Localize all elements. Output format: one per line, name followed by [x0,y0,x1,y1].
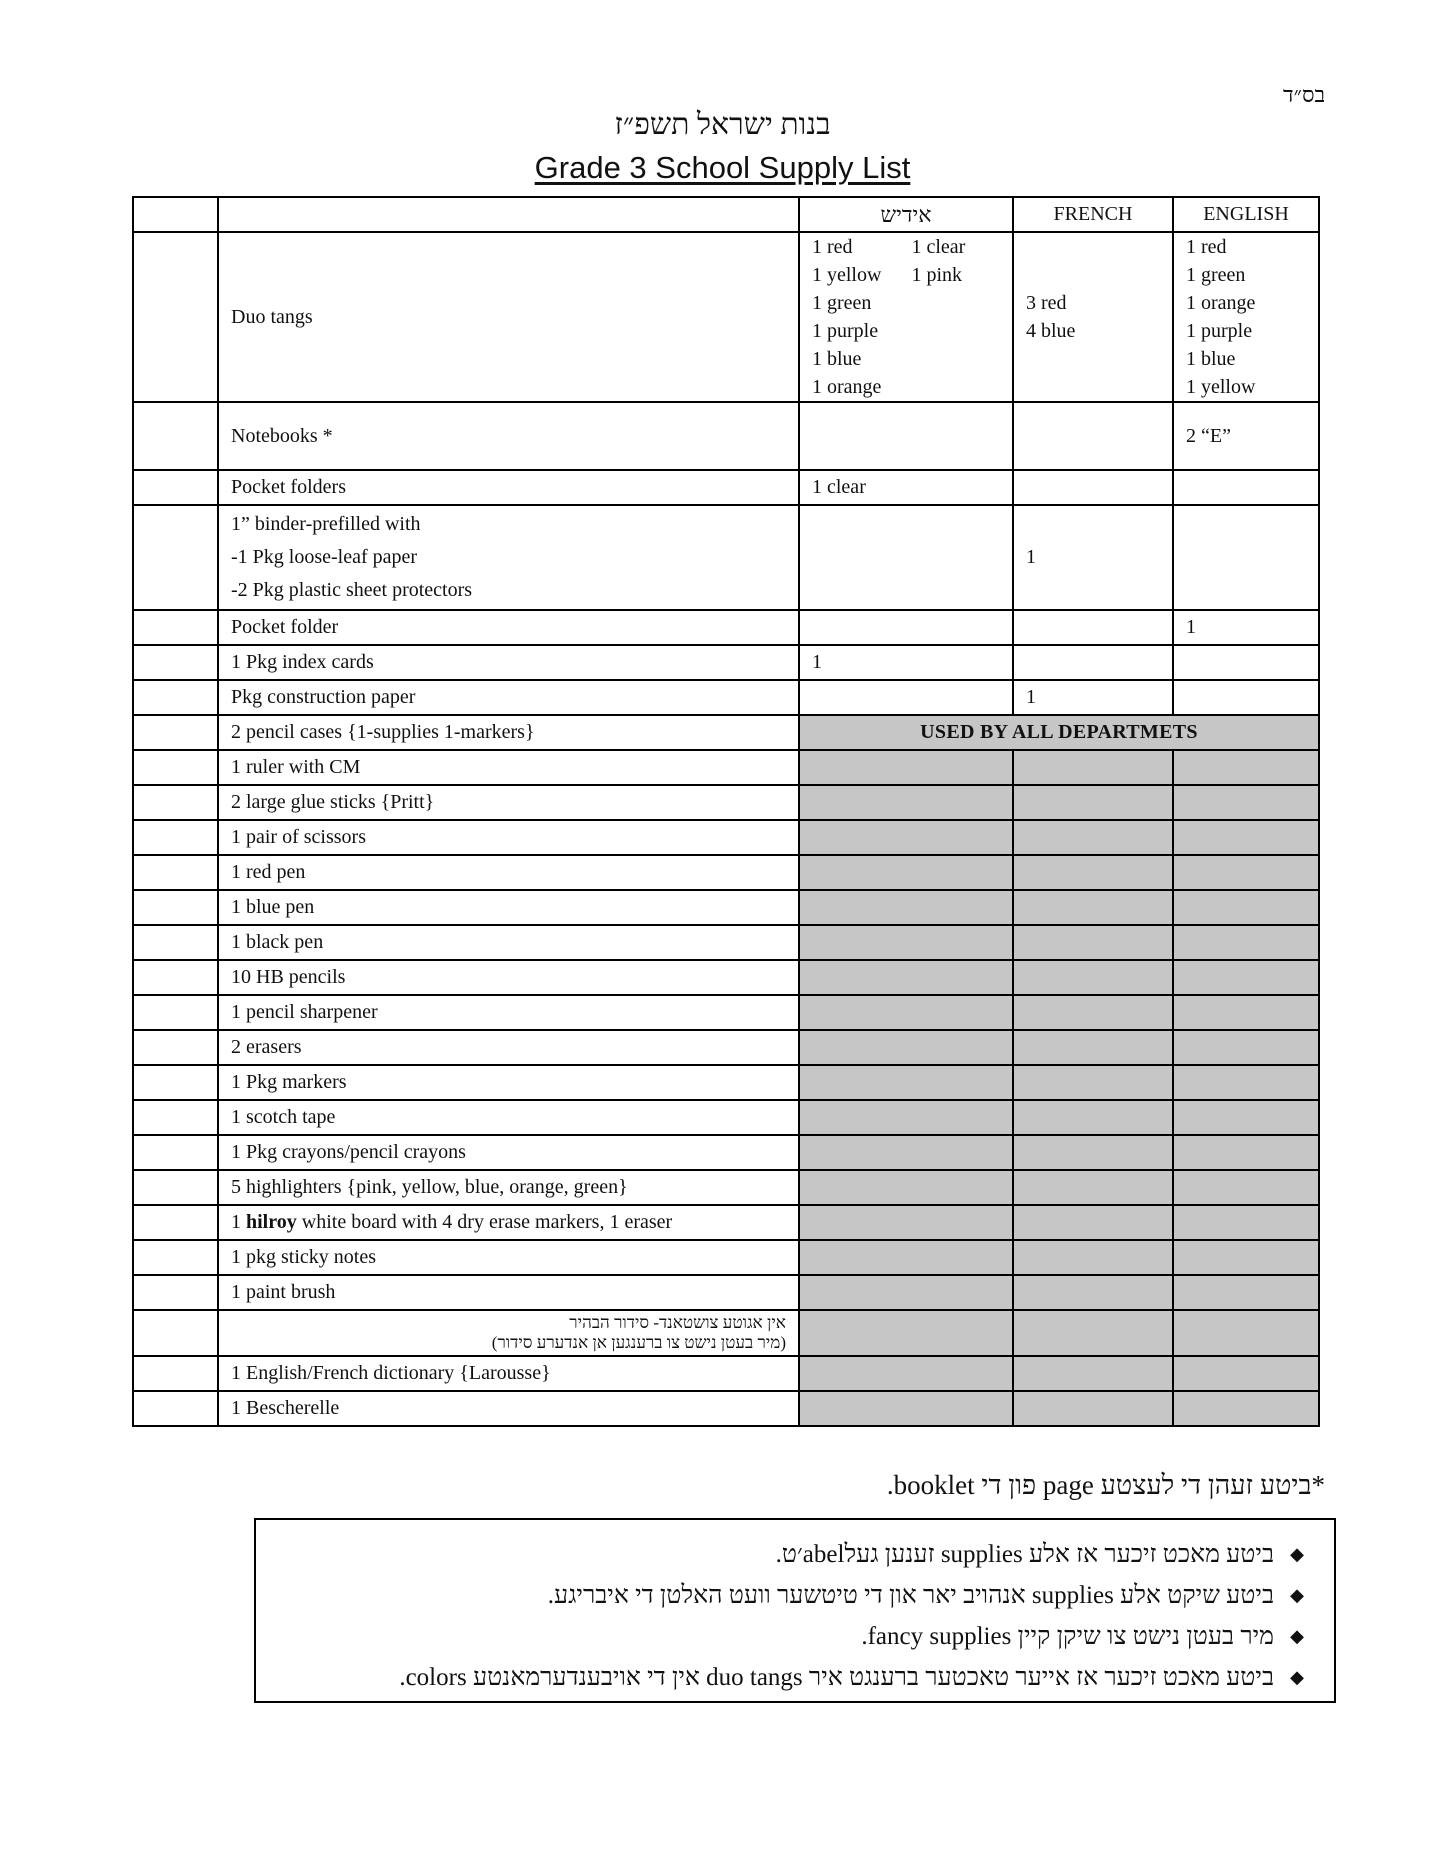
english-cell [1173,645,1319,680]
list-item: 1 red [812,236,853,258]
supply-table [132,196,1320,1427]
item-cell [218,1205,799,1240]
french-cell [1013,1030,1173,1065]
english-cell [1173,1030,1319,1065]
list-item [276,1616,1306,1657]
yiddish-cell [799,1170,1013,1205]
yiddish-cell [799,995,1013,1030]
row-number-cell [133,1170,218,1205]
diamond-bullet-icon: ◆ [1290,1667,1304,1687]
item-cell: 1 pencil sharpener [218,995,799,1030]
item-cell: 1 Pkg index cards [218,645,799,680]
yiddish-cell [799,890,1013,925]
reminder-text: ביטע שיקט אלע supplies אנהויב יאר און די טיטשער וועט האלטן די איבריגע. [547,1581,1274,1609]
yiddish-cell [799,232,1013,402]
row-number-cell [133,1356,218,1391]
row-number-cell [133,402,218,470]
list-item: 1 clear [911,236,966,258]
english-cell [1173,1391,1319,1426]
english-cell [1173,1135,1319,1170]
item-cell: 1 red pen [218,855,799,890]
yiddish-cell [799,1391,1013,1426]
english-cell [1173,680,1319,715]
table-row [133,402,1319,470]
french-cell [1013,995,1173,1030]
list-item: 1 green [812,292,872,314]
list-item: 3 red [1026,292,1067,314]
table-header-row [133,197,1319,232]
table-row [133,680,1319,715]
hebrew-title: בנות ישראל תשפ״ז [614,108,831,141]
diamond-bullet-icon: ◆ [1290,1626,1304,1646]
yiddish-cell [799,855,1013,890]
row-number-cell [133,925,218,960]
table-row [133,1030,1319,1065]
item-cell: 1 ruler with CM [218,750,799,785]
table-row [133,925,1319,960]
row-number-cell [133,1030,218,1065]
row-number-cell [133,1275,218,1310]
table-row [133,750,1319,785]
header-english: ENGLISH [1173,197,1319,232]
english-cell: 2 “E” [1173,402,1319,470]
english-cell [1173,1275,1319,1310]
table-row [133,785,1319,820]
item-cell: 1 black pen [218,925,799,960]
yiddish-cell: 1 clear [799,470,1013,505]
item-cell: Notebooks * [218,402,799,470]
row-number-cell [133,960,218,995]
row-number-cell [133,715,218,750]
english-cell [1173,232,1319,402]
french-cell [1013,1391,1173,1426]
french-cell [1013,1135,1173,1170]
shared-items-group [133,1240,1319,1310]
reminder-text: ביטע מאכט זיכער אז אלע supplies זענען געלabel׳ט. [775,1540,1274,1568]
yiddish-duo-list-a [812,233,881,401]
table-row [133,1100,1319,1135]
list-item: 1 yellow [812,264,882,286]
yiddish-cell [799,680,1013,715]
english-cell [1173,750,1319,785]
shared-items-group [133,1356,1319,1426]
yiddish-cell [799,1275,1013,1310]
header-cell-item [218,197,799,232]
footnote: *ביטע זעהן די לעצטע page פון די booklet. [886,1470,1325,1500]
yiddish-cell [799,750,1013,785]
english-cell [1173,785,1319,820]
item-cell: 2 erasers [218,1030,799,1065]
yiddish-cell [799,1135,1013,1170]
reminders-list [256,1520,1334,1698]
item-cell: Duo tangs [218,232,799,402]
yiddish-cell [799,505,1013,610]
english-cell [1173,1205,1319,1240]
list-item: 1 green [1186,264,1246,286]
french-cell: 1 [1013,505,1173,610]
row-number-cell [133,645,218,680]
table-row [133,1391,1319,1426]
yiddish-cell [799,1356,1013,1391]
english-cell [1173,890,1319,925]
english-cell [1173,1356,1319,1391]
yiddish-cell [799,1240,1013,1275]
item-cell: 1 scotch tape [218,1100,799,1135]
item-cell [218,1310,799,1356]
item-cell: 1 Bescherelle [218,1391,799,1426]
table-row [133,1065,1319,1100]
yiddish-cell [799,1100,1013,1135]
table-row [133,1356,1319,1391]
row-number-cell [133,505,218,610]
french-cell [1013,820,1173,855]
english-cell [1173,1240,1319,1275]
table-row [133,890,1319,925]
item-cell: 5 highlighters {pink, yellow, blue, orange, green} [218,1170,799,1205]
french-cell [1013,855,1173,890]
row-number-cell [133,1391,218,1426]
yiddish-cell [799,1205,1013,1240]
row-number-cell [133,1065,218,1100]
row-number-cell [133,232,218,402]
diamond-bullet-icon: ◆ [1290,1585,1304,1605]
table-row [133,1135,1319,1170]
row-number-cell [133,995,218,1030]
item-cell: 1 pkg sticky notes [218,1240,799,1275]
french-cell [1013,610,1173,645]
item-cell: Pocket folders [218,470,799,505]
brand-name: hilroy [246,1211,297,1233]
table-row [133,715,1319,750]
yiddish-cell [799,610,1013,645]
french-cell [1013,925,1173,960]
item-text: 1 [231,1211,246,1233]
french-cell [1013,1356,1173,1391]
table-row [133,1205,1319,1240]
item-cell: 1 English/French dictionary {Larousse} [218,1356,799,1391]
yiddish-cell [799,1065,1013,1100]
list-item: 1 orange [812,376,882,398]
french-cell [1013,1275,1173,1310]
item-cell: 1 paint brush [218,1275,799,1310]
row-number-cell [133,820,218,855]
item-line: 1” binder-prefilled with [231,513,421,535]
table-row [133,855,1319,890]
english-cell [1173,470,1319,505]
item-cell: Pocket folder [218,610,799,645]
item-line: -2 Pkg plastic sheet protectors [231,579,473,601]
reminder-text: ביטע מאכט זיכער אז אייער טאכטער ברענגט איר duo tangs אין די אויבענדערמאנטע colors. [399,1663,1274,1691]
table-row [133,1310,1319,1356]
french-cell [1013,960,1173,995]
page-title: Grade 3 School Supply List [534,150,911,185]
item-line: אין אגוטע צושטאנד- סידור הבהיר [569,1313,786,1332]
row-number-cell [133,610,218,645]
list-item [276,1575,1306,1616]
item-cell: 1 blue pen [218,890,799,925]
english-cell [1173,855,1319,890]
diamond-bullet-icon: ◆ [1290,1544,1304,1564]
row-number-cell [133,1135,218,1170]
table-row [133,505,1319,610]
row-number-cell [133,1205,218,1240]
header-yiddish: אידיש [799,197,1013,232]
row-number-cell [133,750,218,785]
french-cell [1013,750,1173,785]
item-cell: 2 pencil cases {1-supplies 1-markers} [218,715,799,750]
reminders-box [254,1518,1336,1703]
bsd-mark: בס״ד [1283,82,1326,107]
table-row [133,1170,1319,1205]
list-item [276,1657,1306,1698]
row-number-cell [133,1240,218,1275]
table-row [133,645,1319,680]
row-number-cell [133,855,218,890]
french-cell [1013,1065,1173,1100]
item-line: -1 Pkg loose-leaf paper [231,546,418,568]
list-item: 1 red [1186,236,1227,258]
item-cell [218,505,799,610]
english-cell [1173,1170,1319,1205]
list-item: 1 purple [812,320,879,342]
row-number-cell [133,890,218,925]
english-cell [1173,1065,1319,1100]
reminder-text: מיר בעטן נישט צו שיקן קיין fancy supplies. [861,1622,1274,1650]
item-cell: 1 Pkg crayons/pencil crayons [218,1135,799,1170]
item-cell: 1 pair of scissors [218,820,799,855]
shared-items-group [133,750,1319,1205]
french-cell [1013,645,1173,680]
yiddish-cell [799,785,1013,820]
french-cell [1013,1170,1173,1205]
english-cell [1173,995,1319,1030]
item-cell: 2 large glue sticks {Pritt} [218,785,799,820]
yiddish-cell [799,960,1013,995]
french-cell: 1 [1013,680,1173,715]
yiddish-duo-list-b [911,233,965,401]
used-by-all-banner: USED BY ALL DEPARTMETS [799,715,1319,750]
yiddish-cell [799,1310,1013,1356]
row-number-cell [133,1310,218,1356]
french-cell [1013,1310,1173,1356]
table-row [133,820,1319,855]
table-row [133,470,1319,505]
item-cell: 10 HB pencils [218,960,799,995]
english-cell [1173,1100,1319,1135]
item-line: (מיר בעטן נישט צו ברענגען אן אנדערע סידור) [491,1333,786,1352]
french-cell [1013,1100,1173,1135]
list-item: 1 yellow [1186,376,1256,398]
item-cell: 1 Pkg markers [218,1065,799,1100]
english-cell [1173,1310,1319,1356]
item-cell: Pkg construction paper [218,680,799,715]
table-row [133,232,1319,402]
list-item: 1 blue [1186,348,1236,370]
header-cell-blank [133,197,218,232]
french-cell [1013,890,1173,925]
english-cell [1173,960,1319,995]
english-cell [1173,925,1319,960]
french-cell [1013,785,1173,820]
list-item: 1 pink [911,264,962,286]
list-item [276,1534,1306,1575]
table-row [133,1275,1319,1310]
list-item: 1 orange [1186,292,1256,314]
english-cell [1173,820,1319,855]
list-item: 1 blue [812,348,862,370]
header-french: FRENCH [1013,197,1173,232]
french-cell [1013,1205,1173,1240]
yiddish-cell: 1 [799,645,1013,680]
table-row [133,960,1319,995]
yiddish-cell [799,402,1013,470]
yiddish-cell [799,925,1013,960]
list-item: 1 purple [1186,320,1253,342]
english-cell [1173,505,1319,610]
row-number-cell [133,785,218,820]
yiddish-cell [799,1030,1013,1065]
item-text: white board with 4 dry erase markers, 1 eraser [296,1211,673,1233]
french-cell [1013,232,1173,402]
row-number-cell [133,470,218,505]
french-cell [1013,1240,1173,1275]
table-row [133,610,1319,645]
row-number-cell [133,1100,218,1135]
row-number-cell [133,680,218,715]
french-cell [1013,470,1173,505]
table-row [133,995,1319,1030]
english-cell: 1 [1173,610,1319,645]
list-item: 4 blue [1026,320,1076,342]
table-row [133,1240,1319,1275]
yiddish-cell [799,820,1013,855]
french-cell [1013,402,1173,470]
